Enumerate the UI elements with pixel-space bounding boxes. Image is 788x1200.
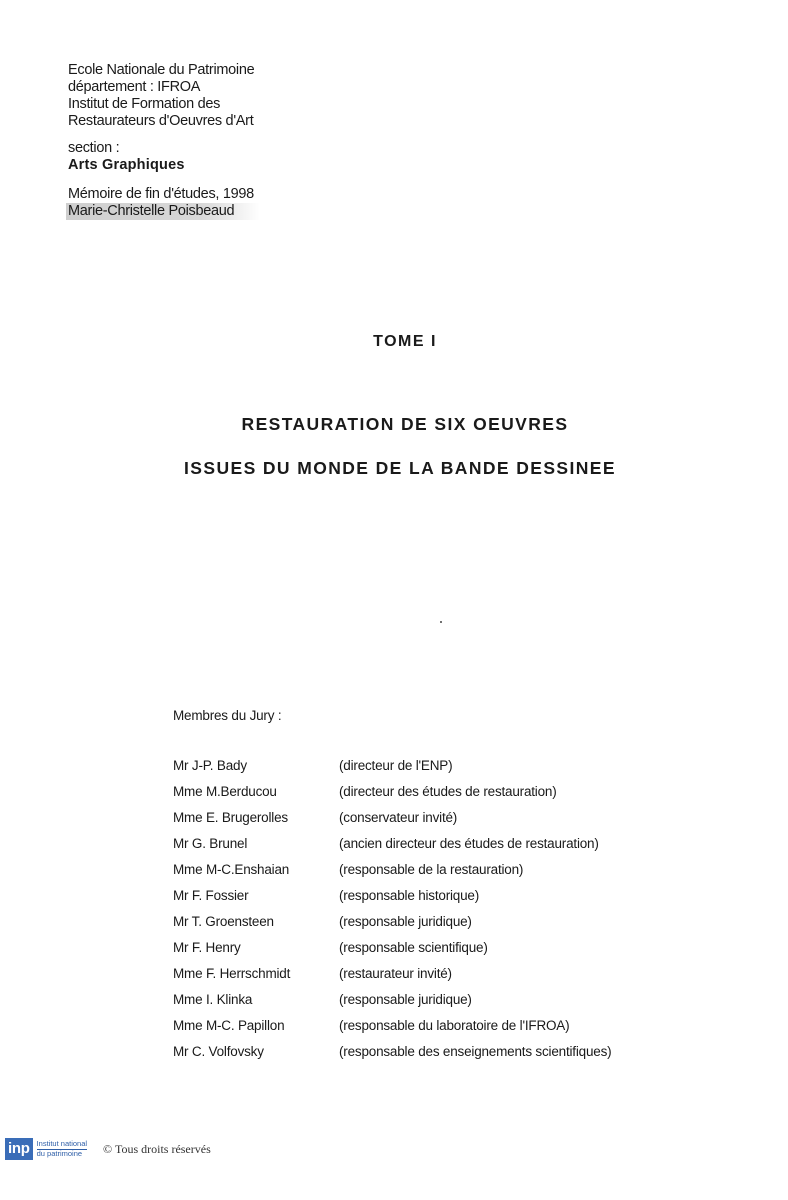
jury-member-role: (responsable historique) xyxy=(339,888,480,903)
jury-member-name: Mr F. Fossier xyxy=(173,888,249,903)
tome-heading: TOME I xyxy=(373,333,437,350)
jury-member-row xyxy=(173,940,693,966)
logo-line-1: Institut national xyxy=(36,1139,88,1148)
jury-member-row xyxy=(173,810,693,836)
jury-member-name: Mme M.Berducou xyxy=(173,784,277,799)
jury-member-role: (responsable des enseignements scientifiques) xyxy=(339,1044,612,1059)
jury-member-row xyxy=(173,914,693,940)
jury-member-row xyxy=(173,784,693,810)
jury-member-row xyxy=(173,992,693,1018)
institute-line-2: Restaurateurs d'Oeuvres d'Art xyxy=(68,113,254,129)
jury-label: Membres du Jury : xyxy=(173,708,282,723)
title-line-2: ISSUES DU MONDE DE LA BANDE DESSINEE xyxy=(184,458,616,478)
jury-member-name: Mr C. Volfovsky xyxy=(173,1044,264,1059)
school-name: Ecole Nationale du Patrimoine xyxy=(68,62,255,78)
department: département : IFROA xyxy=(68,79,201,95)
memoire-line: Mémoire de fin d'études, 1998 xyxy=(68,186,254,202)
jury-member-name: Mme M-C. Papillon xyxy=(173,1018,285,1033)
jury-member-role: (directeur des études de restauration) xyxy=(339,784,557,799)
institute-line-1: Institut de Formation des xyxy=(68,96,221,112)
header-block xyxy=(68,62,388,220)
jury-member-role: (responsable juridique) xyxy=(339,914,472,929)
author-name: Marie-Christelle Poisbeaud xyxy=(66,203,260,220)
jury-member-role: (responsable du laboratoire de l'IFROA) xyxy=(339,1018,570,1033)
inp-logo: inp xyxy=(5,1138,33,1160)
jury-member-role: (responsable juridique) xyxy=(339,992,472,1007)
jury-member-name: Mr G. Brunel xyxy=(173,836,248,851)
jury-member-name: Mme I. Klinka xyxy=(173,992,253,1007)
jury-member-row xyxy=(173,966,693,992)
title-line-1: RESTAURATION DE SIX OEUVRES xyxy=(241,414,569,434)
jury-member-row xyxy=(173,1044,693,1070)
jury-member-name: Mme M-C.Enshaian xyxy=(173,862,290,877)
jury-list xyxy=(173,758,693,1070)
jury-member-row xyxy=(173,888,693,914)
jury-member-row xyxy=(173,836,693,862)
inp-logo-text xyxy=(37,1140,87,1158)
jury-member-role: (ancien directeur des études de restauration) xyxy=(339,836,599,851)
jury-member-row xyxy=(173,1018,693,1044)
section-name: Arts Graphiques xyxy=(68,157,185,173)
jury-member-role: (responsable scientifique) xyxy=(339,940,488,955)
jury-member-name: Mme E. Brugerolles xyxy=(173,810,288,825)
rights-notice: © Tous droits réservés xyxy=(103,1141,211,1156)
logo-line-2: du patrimoine xyxy=(36,1149,83,1158)
jury-member-name: Mr T. Groensteen xyxy=(173,914,274,929)
scan-speck xyxy=(440,621,442,623)
section-label: section : xyxy=(68,140,120,156)
footer xyxy=(5,1136,211,1162)
jury-member-row xyxy=(173,862,693,888)
jury-member-name: Mme F. Herrschmidt xyxy=(173,966,291,981)
jury-member-role: (directeur de l'ENP) xyxy=(339,758,453,773)
jury-member-role: (responsable de la restauration) xyxy=(339,862,524,877)
jury-member-name: Mr J-P. Bady xyxy=(173,758,247,773)
jury-member-role: (conservateur invité) xyxy=(339,810,458,825)
jury-member-row xyxy=(173,758,693,784)
jury-member-name: Mr F. Henry xyxy=(173,940,241,955)
jury-member-role: (restaurateur invité) xyxy=(339,966,452,981)
